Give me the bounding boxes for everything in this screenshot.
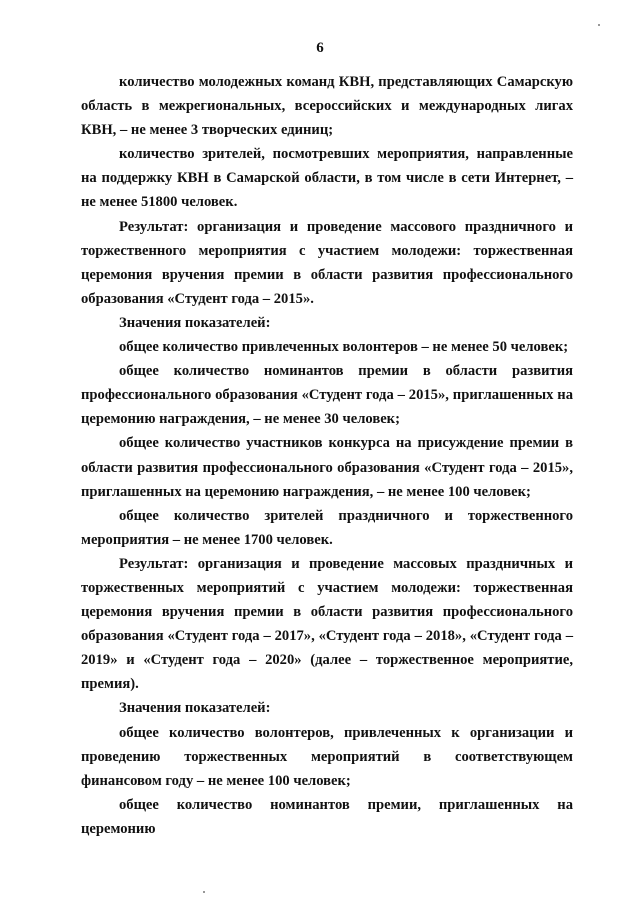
paragraph: общее количество участников конкурса на присуждение премии в области развития профессионального образования «Студент года – 2015», приглашенных на церемонию награждения, – не менее 100 человек;: [81, 435, 573, 500]
paragraph: Результат: организация и проведение массовых праздничных и торжественных мероприятий с участием молодежи: торжественная церемония вручения премии в области развития профессионального образования «Студент года – 2017», «Студент года – 2018», «Студент года – 2019» и «Студент года – 2020» (далее – торжественное мероприятие, премия).: [81, 555, 573, 693]
document-body: [81, 70, 573, 841]
paragraph: общее количество волонтеров, привлеченных к организации и проведению торжественных мероприятий в соответствующем финансовом году – не менее 100 человек;: [81, 724, 573, 789]
paragraph: Результат: организация и проведение массового праздничного и торжественного мероприятия с участием молодежи: торжественная церемония вручения премии в области развития профессионального образования «Студент года – 2015».: [81, 218, 573, 307]
scan-speck: [203, 891, 205, 893]
paragraph: Значения показателей:: [119, 700, 271, 717]
paragraph: общее количество номинантов премии, приглашенных на церемонию: [81, 796, 573, 837]
paragraph: Значения показателей:: [119, 314, 271, 331]
page-number: 6: [316, 40, 324, 56]
paragraph: количество молодежных команд КВН, представляющих Самарскую область в межрегиональных, всероссийских и международных лигах КВН, – не менее 3 творческих единиц;: [81, 74, 573, 139]
paragraph: общее количество привлеченных волонтеров – не менее 50 человек;: [119, 339, 569, 356]
scan-speck: [598, 24, 600, 26]
paragraph: общее количество номинантов премии в области развития профессионального образования «Студент года – 2015», приглашенных на церемонию награждения, – не менее 30 человек;: [81, 363, 573, 428]
paragraph: количество зрителей, посмотревших мероприятия, направленные на поддержку КВН в Самарской области, в том числе в сети Интернет, – не менее 51800 человек.: [81, 146, 573, 211]
paragraph: общее количество зрителей праздничного и торжественного мероприятия – не менее 1700 человек.: [81, 507, 573, 548]
